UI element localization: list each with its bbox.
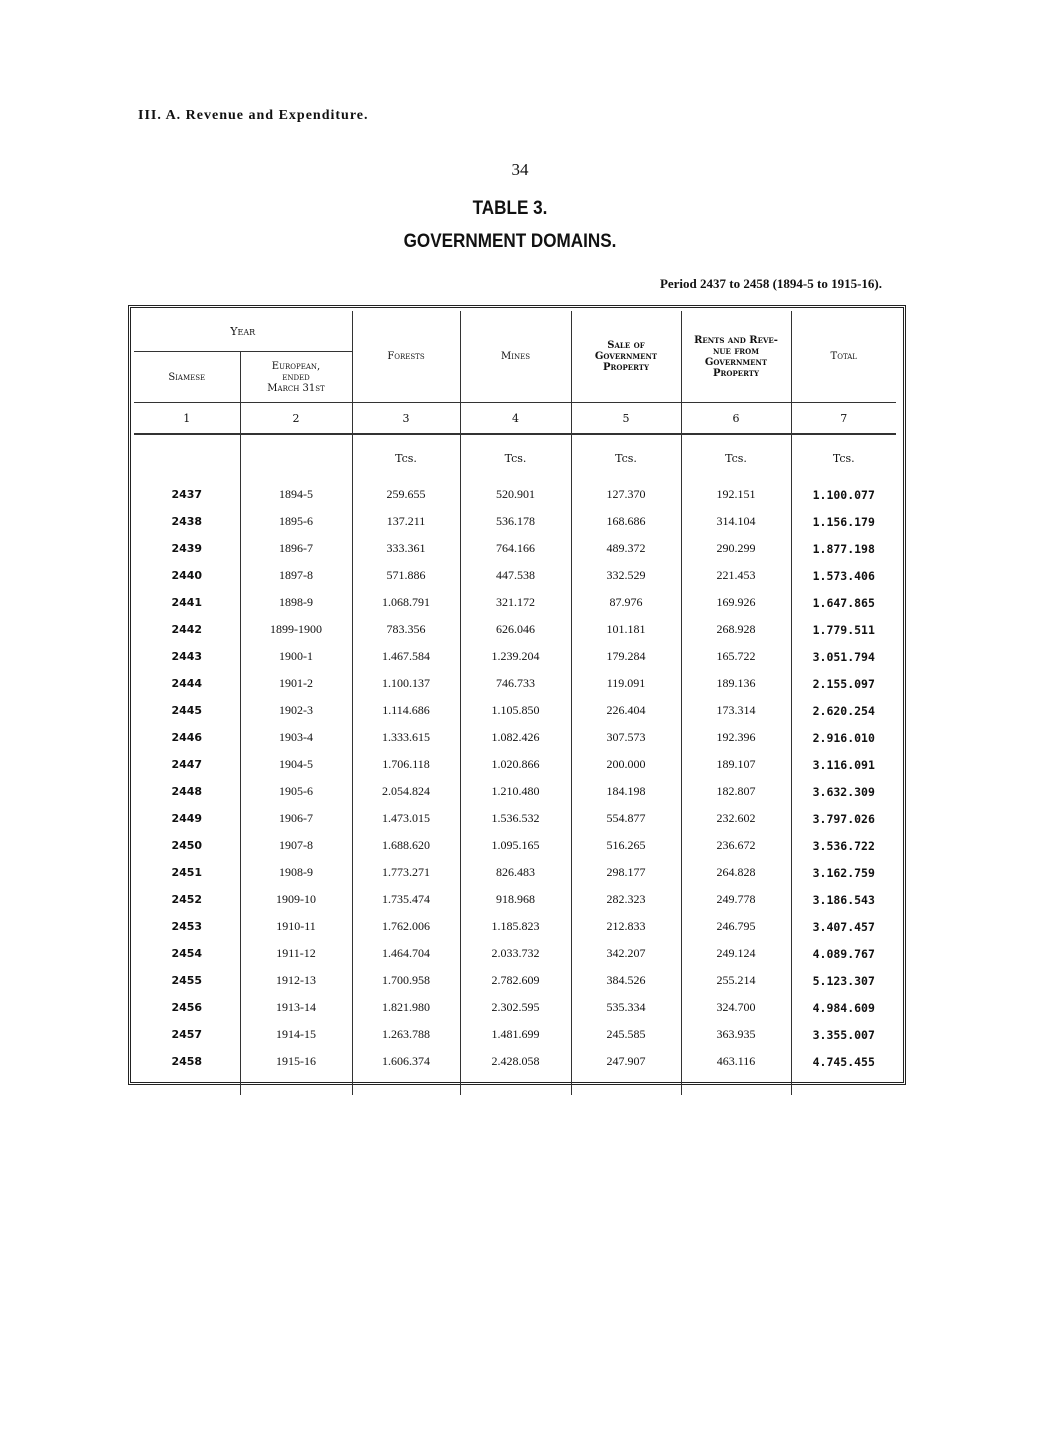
table-row (134, 994, 896, 1021)
european-year-cell: 1914-15 (240, 1021, 352, 1048)
forests-cell: 1.114.686 (352, 697, 460, 724)
rents-cell: 255.214 (681, 967, 791, 994)
siamese-year-cell: 2451 (171, 866, 203, 879)
european-year-cell: 1904-5 (240, 751, 352, 778)
siamese-year-cell: 2448 (171, 785, 203, 798)
forests-cell: 1.464.704 (352, 940, 460, 967)
european-year-cell: 1895-6 (240, 508, 352, 535)
siamese-year-cell: 2437 (171, 488, 203, 501)
running-head: III. A. Revenue and Expenditure. (138, 108, 369, 123)
column-number: 2 (240, 403, 352, 435)
european-year-cell: 1903-4 (240, 724, 352, 751)
mines-cell: 1.020.866 (460, 751, 571, 778)
mines-cell: 746.733 (460, 670, 571, 697)
rents-cell: 221.453 (681, 562, 791, 589)
header-siamese: Siamese (168, 371, 206, 383)
header-rents-line: Government (704, 356, 768, 368)
rents-cell: 249.124 (681, 940, 791, 967)
forests-cell: 1.333.615 (352, 724, 460, 751)
header-rents-line: Property (713, 367, 759, 379)
mines-cell: 826.483 (460, 859, 571, 886)
forests-cell: 1.821.980 (352, 994, 460, 1021)
european-year-cell: 1902-3 (240, 697, 352, 724)
unit-label: Tcs. (352, 434, 460, 481)
european-year-cell: 1908-9 (240, 859, 352, 886)
siamese-year-cell: 2457 (171, 1028, 203, 1041)
siamese-year-cell: 2455 (171, 974, 203, 987)
header-sale-line: Sale of (607, 340, 645, 351)
siamese-year-cell: 2454 (171, 947, 203, 960)
forests-cell: 1.773.271 (352, 859, 460, 886)
sale-cell: 87.976 (571, 589, 681, 616)
rents-cell: 324.700 (681, 994, 791, 1021)
european-year-cell: 1913-14 (240, 994, 352, 1021)
column-number: 4 (460, 403, 571, 435)
table-bottom-padding (134, 1075, 896, 1095)
mines-cell: 520.901 (460, 481, 571, 508)
siamese-year-cell: 2439 (171, 542, 203, 555)
sale-cell: 245.585 (571, 1021, 681, 1048)
forests-cell: 1.735.474 (352, 886, 460, 913)
total-cell: 5.123.307 (791, 967, 896, 994)
padding-cell (571, 1075, 681, 1095)
sale-cell: 332.529 (571, 562, 681, 589)
forests-cell: 571.886 (352, 562, 460, 589)
mines-cell: 2.302.595 (460, 994, 571, 1021)
total-cell: 3.355.007 (791, 1021, 896, 1048)
forests-cell: 1.263.788 (352, 1021, 460, 1048)
header-mines: Mines (460, 311, 571, 403)
header-european (240, 352, 352, 403)
total-cell: 1.100.077 (791, 481, 896, 508)
rents-cell: 264.828 (681, 859, 791, 886)
mines-cell: 764.166 (460, 535, 571, 562)
unit-label: Tcs. (791, 434, 896, 481)
forests-cell: 259.655 (352, 481, 460, 508)
rents-cell: 173.314 (681, 697, 791, 724)
unit-label: Tcs. (571, 434, 681, 481)
siamese-year-cell: 2444 (171, 677, 203, 690)
forests-cell: 783.356 (352, 616, 460, 643)
mines-cell: 918.968 (460, 886, 571, 913)
header-rents-and-revenue (681, 311, 791, 403)
forests-cell: 1.473.015 (352, 805, 460, 832)
table-row (134, 643, 896, 670)
total-cell: 3.797.026 (791, 805, 896, 832)
total-cell: 1.779.511 (791, 616, 896, 643)
header-forests: Forests (352, 311, 460, 403)
mines-cell: 2.033.732 (460, 940, 571, 967)
table-row (134, 481, 896, 508)
table-row (134, 535, 896, 562)
header-sale-line: Government (594, 351, 658, 362)
mines-cell: 626.046 (460, 616, 571, 643)
column-number: 7 (791, 403, 896, 435)
period-caption: Period 2437 to 2458 (1894-5 to 1915-16). (659, 276, 882, 291)
table-row (134, 967, 896, 994)
rents-cell: 268.928 (681, 616, 791, 643)
rents-cell: 290.299 (681, 535, 791, 562)
siamese-year-cell: 2456 (171, 1001, 203, 1014)
forests-cell: 2.054.824 (352, 778, 460, 805)
european-year-cell: 1896-7 (240, 535, 352, 562)
table-row (134, 805, 896, 832)
header-european-line: March 31st (267, 382, 325, 394)
total-cell: 2.620.254 (791, 697, 896, 724)
header-sale-line: Property (603, 362, 649, 373)
rents-cell: 189.107 (681, 751, 791, 778)
column-number: 1 (134, 403, 240, 435)
header-european-line: European, (271, 360, 321, 372)
table-row (134, 616, 896, 643)
total-cell: 3.116.091 (791, 751, 896, 778)
padding-cell (791, 1075, 896, 1095)
unit-cell-empty (134, 434, 240, 481)
padding-cell (460, 1075, 571, 1095)
european-year-cell: 1900-1 (240, 643, 352, 670)
rents-cell: 249.778 (681, 886, 791, 913)
table-row (134, 886, 896, 913)
table-row (134, 751, 896, 778)
padding-cell (240, 1075, 352, 1095)
mines-cell: 1.239.204 (460, 643, 571, 670)
european-year-cell: 1906-7 (240, 805, 352, 832)
table-row (134, 1021, 896, 1048)
sale-cell: 342.207 (571, 940, 681, 967)
table-row (134, 508, 896, 535)
government-domains-table (134, 311, 896, 1095)
sale-cell: 184.198 (571, 778, 681, 805)
padding-cell (352, 1075, 460, 1095)
european-year-cell: 1915-16 (240, 1048, 352, 1075)
mines-cell: 1.105.850 (460, 697, 571, 724)
rents-cell: 363.935 (681, 1021, 791, 1048)
page-number: 34 (511, 160, 529, 179)
column-number: 5 (571, 403, 681, 435)
header-rents-line: nue from (713, 345, 759, 357)
total-cell: 2.155.097 (791, 670, 896, 697)
sale-cell: 535.334 (571, 994, 681, 1021)
total-cell: 3.051.794 (791, 643, 896, 670)
sale-cell: 247.907 (571, 1048, 681, 1075)
header-year: Year (134, 311, 352, 352)
total-cell: 4.984.609 (791, 994, 896, 1021)
mines-cell: 321.172 (460, 589, 571, 616)
european-year-cell: 1897-8 (240, 562, 352, 589)
sale-cell: 384.526 (571, 967, 681, 994)
sale-cell: 179.284 (571, 643, 681, 670)
european-year-cell: 1905-6 (240, 778, 352, 805)
forests-cell: 333.361 (352, 535, 460, 562)
total-cell: 1.647.865 (791, 589, 896, 616)
unit-cell-empty (240, 434, 352, 481)
total-cell: 3.632.309 (791, 778, 896, 805)
european-year-cell: 1911-12 (240, 940, 352, 967)
mines-cell: 2.782.609 (460, 967, 571, 994)
rents-cell: 236.672 (681, 832, 791, 859)
sale-cell: 168.686 (571, 508, 681, 535)
table-row (134, 778, 896, 805)
table-row (134, 670, 896, 697)
sale-cell: 226.404 (571, 697, 681, 724)
total-cell: 4.089.767 (791, 940, 896, 967)
total-cell: 3.162.759 (791, 859, 896, 886)
siamese-year-cell: 2449 (171, 812, 203, 825)
rents-cell: 169.926 (681, 589, 791, 616)
total-cell: 4.745.455 (791, 1048, 896, 1075)
siamese-year-cell: 2450 (171, 839, 203, 852)
total-cell: 2.916.010 (791, 724, 896, 751)
forests-cell: 1.467.584 (352, 643, 460, 670)
padding-cell (134, 1075, 240, 1095)
table-row (134, 562, 896, 589)
table-row (134, 697, 896, 724)
rents-cell: 192.151 (681, 481, 791, 508)
european-year-cell: 1912-13 (240, 967, 352, 994)
forests-cell: 1.068.791 (352, 589, 460, 616)
siamese-year-cell: 2458 (171, 1055, 203, 1068)
mines-cell: 536.178 (460, 508, 571, 535)
header-total: Total (791, 311, 896, 403)
sale-cell: 212.833 (571, 913, 681, 940)
header-european-line: ended (282, 371, 310, 383)
table-row (134, 724, 896, 751)
mines-cell: 1.536.532 (460, 805, 571, 832)
total-cell: 1.877.198 (791, 535, 896, 562)
siamese-year-cell: 2446 (171, 731, 203, 744)
sale-cell: 307.573 (571, 724, 681, 751)
rents-cell: 463.116 (681, 1048, 791, 1075)
siamese-year-cell: 2440 (171, 569, 203, 582)
mines-cell: 1.210.480 (460, 778, 571, 805)
siamese-year-cell: 2441 (171, 596, 203, 609)
siamese-year-cell: 2438 (171, 515, 203, 528)
rents-cell: 192.396 (681, 724, 791, 751)
rents-cell: 232.602 (681, 805, 791, 832)
sale-cell: 516.265 (571, 832, 681, 859)
forests-cell: 1.700.958 (352, 967, 460, 994)
column-number: 6 (681, 403, 791, 435)
european-year-cell: 1907-8 (240, 832, 352, 859)
sale-cell: 282.323 (571, 886, 681, 913)
sale-cell: 119.091 (571, 670, 681, 697)
rents-cell: 314.104 (681, 508, 791, 535)
sale-cell: 127.370 (571, 481, 681, 508)
unit-label: Tcs. (681, 434, 791, 481)
european-year-cell: 1909-10 (240, 886, 352, 913)
total-cell: 1.573.406 (791, 562, 896, 589)
rents-cell: 246.795 (681, 913, 791, 940)
padding-cell (681, 1075, 791, 1095)
mines-cell: 1.481.699 (460, 1021, 571, 1048)
sale-cell: 101.181 (571, 616, 681, 643)
european-year-cell: 1901-2 (240, 670, 352, 697)
mines-cell: 447.538 (460, 562, 571, 589)
sale-cell: 200.000 (571, 751, 681, 778)
siamese-year-cell: 2452 (171, 893, 203, 906)
siamese-year-cell: 2442 (171, 623, 203, 636)
forests-cell: 1.100.137 (352, 670, 460, 697)
total-cell: 3.186.543 (791, 886, 896, 913)
header-rents-line: Rents and Reve- (694, 334, 778, 346)
sale-cell: 298.177 (571, 859, 681, 886)
forests-cell: 1.688.620 (352, 832, 460, 859)
total-cell: 1.156.179 (791, 508, 896, 535)
mines-cell: 1.185.823 (460, 913, 571, 940)
rents-cell: 165.722 (681, 643, 791, 670)
table-body (134, 481, 896, 1095)
siamese-year-cell: 2453 (171, 920, 203, 933)
european-year-cell: 1910-11 (240, 913, 352, 940)
rents-cell: 182.807 (681, 778, 791, 805)
siamese-year-cell: 2445 (171, 704, 203, 717)
column-number: 3 (352, 403, 460, 435)
mines-cell: 1.082.426 (460, 724, 571, 751)
siamese-year-cell: 2447 (171, 758, 203, 771)
total-cell: 3.536.722 (791, 832, 896, 859)
european-year-cell: 1898-9 (240, 589, 352, 616)
siamese-year-cell: 2443 (171, 650, 203, 663)
table-row (134, 940, 896, 967)
mines-cell: 2.428.058 (460, 1048, 571, 1075)
rents-cell: 189.136 (681, 670, 791, 697)
sale-cell: 554.877 (571, 805, 681, 832)
header-sale-of-government-property (571, 311, 681, 403)
table-row (134, 589, 896, 616)
forests-cell: 1.606.374 (352, 1048, 460, 1075)
table-row (134, 1048, 896, 1075)
forests-cell: 1.706.118 (352, 751, 460, 778)
forests-cell: 1.762.006 (352, 913, 460, 940)
forests-cell: 137.211 (352, 508, 460, 535)
european-year-cell: 1899-1900 (240, 616, 352, 643)
total-cell: 3.407.457 (791, 913, 896, 940)
unit-label: Tcs. (460, 434, 571, 481)
table-row (134, 832, 896, 859)
table-row (134, 913, 896, 940)
table-subtitle: GOVERNMENT DOMAINS. (403, 231, 617, 252)
sale-cell: 489.372 (571, 535, 681, 562)
table-title: TABLE 3. (472, 198, 548, 219)
european-year-cell: 1894-5 (240, 481, 352, 508)
table-row (134, 859, 896, 886)
mines-cell: 1.095.165 (460, 832, 571, 859)
